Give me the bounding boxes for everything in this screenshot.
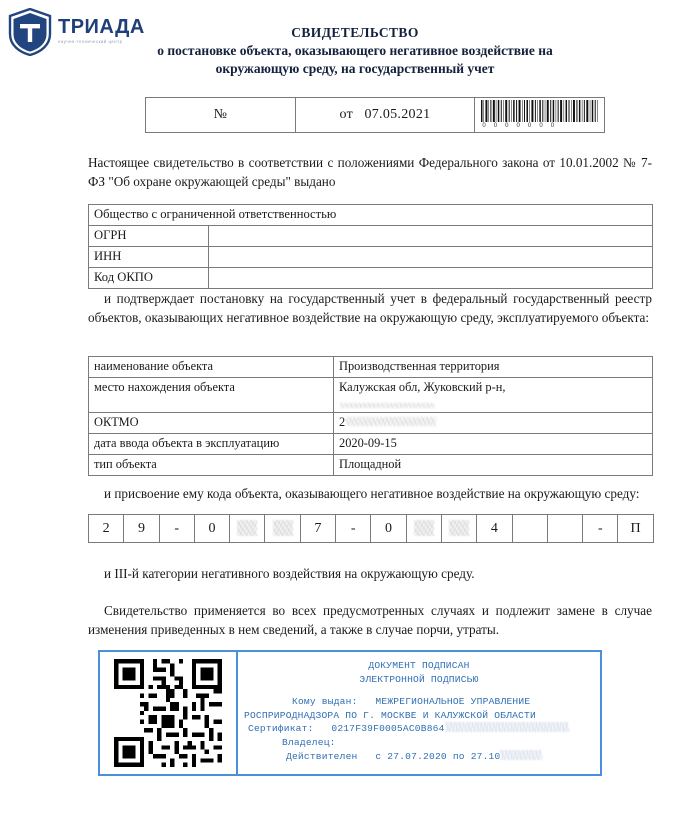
object-code-cell: - (583, 515, 618, 543)
signature-owner-row (244, 736, 594, 750)
qr-code-icon (114, 659, 222, 767)
redacted-location-line (339, 402, 435, 409)
logo-subtitle: научно-технический центр (58, 39, 123, 45)
paragraph-replacement-terms: Свидетельство применяется во всех предусмотренных случаях и подлежит замене в случае изменения приведенных в нем сведений, а также в случае порчи, утраты. (88, 603, 652, 637)
signature-heading-2: ЭЛЕКТРОННОЙ ПОДПИСЬЮ (359, 673, 479, 685)
org-ogrn-label: ОГРН (89, 226, 209, 247)
signature-issued-to-row-2: РОСПРИРОДНАДЗОРА ПО Г. МОСКВЕ И КАЛУЖСКОЙ ОБЛАСТИ (244, 709, 536, 721)
object-commission-date-value: 2020-09-15 (334, 434, 653, 455)
signature-issued-to-row (244, 695, 594, 709)
electronic-signature-stamp (98, 650, 602, 776)
object-code-cell: 2 (89, 515, 124, 543)
barcode-cell (475, 98, 605, 133)
table-row (89, 268, 653, 289)
table-row (89, 515, 654, 543)
date-label: от (339, 106, 354, 122)
org-inn-label: ИНН (89, 247, 209, 268)
certificate-value: 0217F39F0005AC0B864 (331, 723, 445, 735)
object-code-cell (406, 515, 441, 543)
object-code-cell (547, 515, 582, 543)
table-row (89, 205, 653, 226)
object-code-boxes (88, 514, 654, 543)
object-name-value: Производственная территория (334, 357, 653, 378)
organization-table (88, 204, 653, 289)
paragraph-category: и III-й категории негативного воздействия на окружающую среду. (104, 566, 475, 581)
object-code-cell: - (336, 515, 371, 543)
object-details-table (88, 356, 653, 476)
signature-validity-row (244, 750, 594, 764)
table-row (89, 247, 653, 268)
redacted-certificate-tail (445, 722, 569, 732)
object-code-cell: 7 (300, 515, 335, 543)
object-code-cell: 0 (194, 515, 229, 543)
signature-certificate-row (244, 722, 594, 736)
object-oktmo-label: ОКТМО (89, 413, 334, 434)
logo-wordmark: ТРИАДА (58, 16, 145, 39)
object-code-cell (512, 515, 547, 543)
object-commission-date-label: дата ввода объекта в эксплуатацию (89, 434, 334, 455)
object-code-cell: 4 (477, 515, 512, 543)
title-line-2: о постановке объекта, оказывающего негативное воздействие на (157, 42, 553, 58)
org-okpo-value (209, 268, 653, 289)
redacted-oktmo (345, 416, 437, 427)
valid-value: с 27.07.2020 по 27.10 (375, 750, 501, 762)
title-line-1: СВИДЕТЕЛЬСТВО (291, 25, 419, 40)
org-okpo-label: Код ОКПО (89, 268, 209, 289)
org-name-cell: Общество с ограниченной ответственностью (89, 205, 653, 226)
title-line-3: окружающую среду, на государственный учет (215, 60, 495, 76)
redacted-code-digit (237, 520, 257, 536)
valid-label: Действителен (286, 750, 358, 762)
redacted-code-digit (414, 520, 434, 536)
barcode-digits: 0 0 0 0 0 0 0 (482, 123, 558, 129)
signature-details (238, 652, 600, 774)
owner-label: Владелец: (282, 737, 336, 749)
redacted-code-digit (273, 520, 293, 536)
object-type-label: тип объекта (89, 455, 334, 476)
number-label: № (213, 106, 227, 122)
barcode-icon (480, 100, 599, 122)
object-code-cell: - (159, 515, 194, 543)
certificate-label: Сертификат: (248, 723, 314, 735)
redacted-validity-tail (500, 750, 542, 760)
shield-t-logo-icon (8, 8, 52, 54)
object-code-cell (230, 515, 265, 543)
paragraph-code-assignment: и присвоение ему кода объекта, оказывающего негативное воздействие на окружающую среду: (104, 486, 640, 501)
object-oktmo-value: 2 (334, 413, 653, 434)
org-inn-value (209, 247, 653, 268)
object-code-cell: П (618, 515, 653, 543)
table-row (146, 98, 605, 133)
table-row (89, 226, 653, 247)
table-row (89, 378, 653, 413)
org-ogrn-value (209, 226, 653, 247)
issued-to-value: МЕЖРЕГИОНАЛЬНОЕ УПРАВЛЕНИЕ (375, 696, 531, 708)
object-code-cell: 0 (371, 515, 406, 543)
table-row (89, 434, 653, 455)
paragraph-legal-basis: Настоящее свидетельство в соответствии с положениями Федерального закона от 10.01.2002 № 7-ФЗ "Об охране окружающей среды" выдано (88, 155, 652, 189)
number-date-table (145, 97, 605, 133)
signature-heading-1: ДОКУМЕНТ ПОДПИСАН (368, 660, 470, 671)
object-location-label: место нахождения объекта (89, 378, 334, 413)
object-location-value: Калужская обл, Жуковский р-н, (334, 378, 653, 413)
table-row (89, 413, 653, 434)
object-name-label: наименование объекта (89, 357, 334, 378)
object-code-cell: 9 (124, 515, 159, 543)
object-code-cell (265, 515, 300, 543)
redacted-code-digit (449, 520, 469, 536)
date-value: 07.05.2021 (364, 106, 431, 122)
object-code-cell (441, 515, 476, 543)
object-type-value: Площадной (334, 455, 653, 476)
table-row (89, 455, 653, 476)
certificate-number-cell (146, 98, 296, 133)
table-row (89, 357, 653, 378)
qr-code-cell (100, 652, 238, 774)
issued-to-label: Кому выдан: (292, 696, 358, 708)
certificate-date-cell (295, 98, 475, 133)
paragraph-registry-confirm: и подтверждает постановку на государственный учет в федеральный государственный реестр объектов, оказывающих негативное воздействие на окружающую среду, эксплуатируемого объекта: (88, 291, 652, 325)
page-title (120, 24, 590, 78)
